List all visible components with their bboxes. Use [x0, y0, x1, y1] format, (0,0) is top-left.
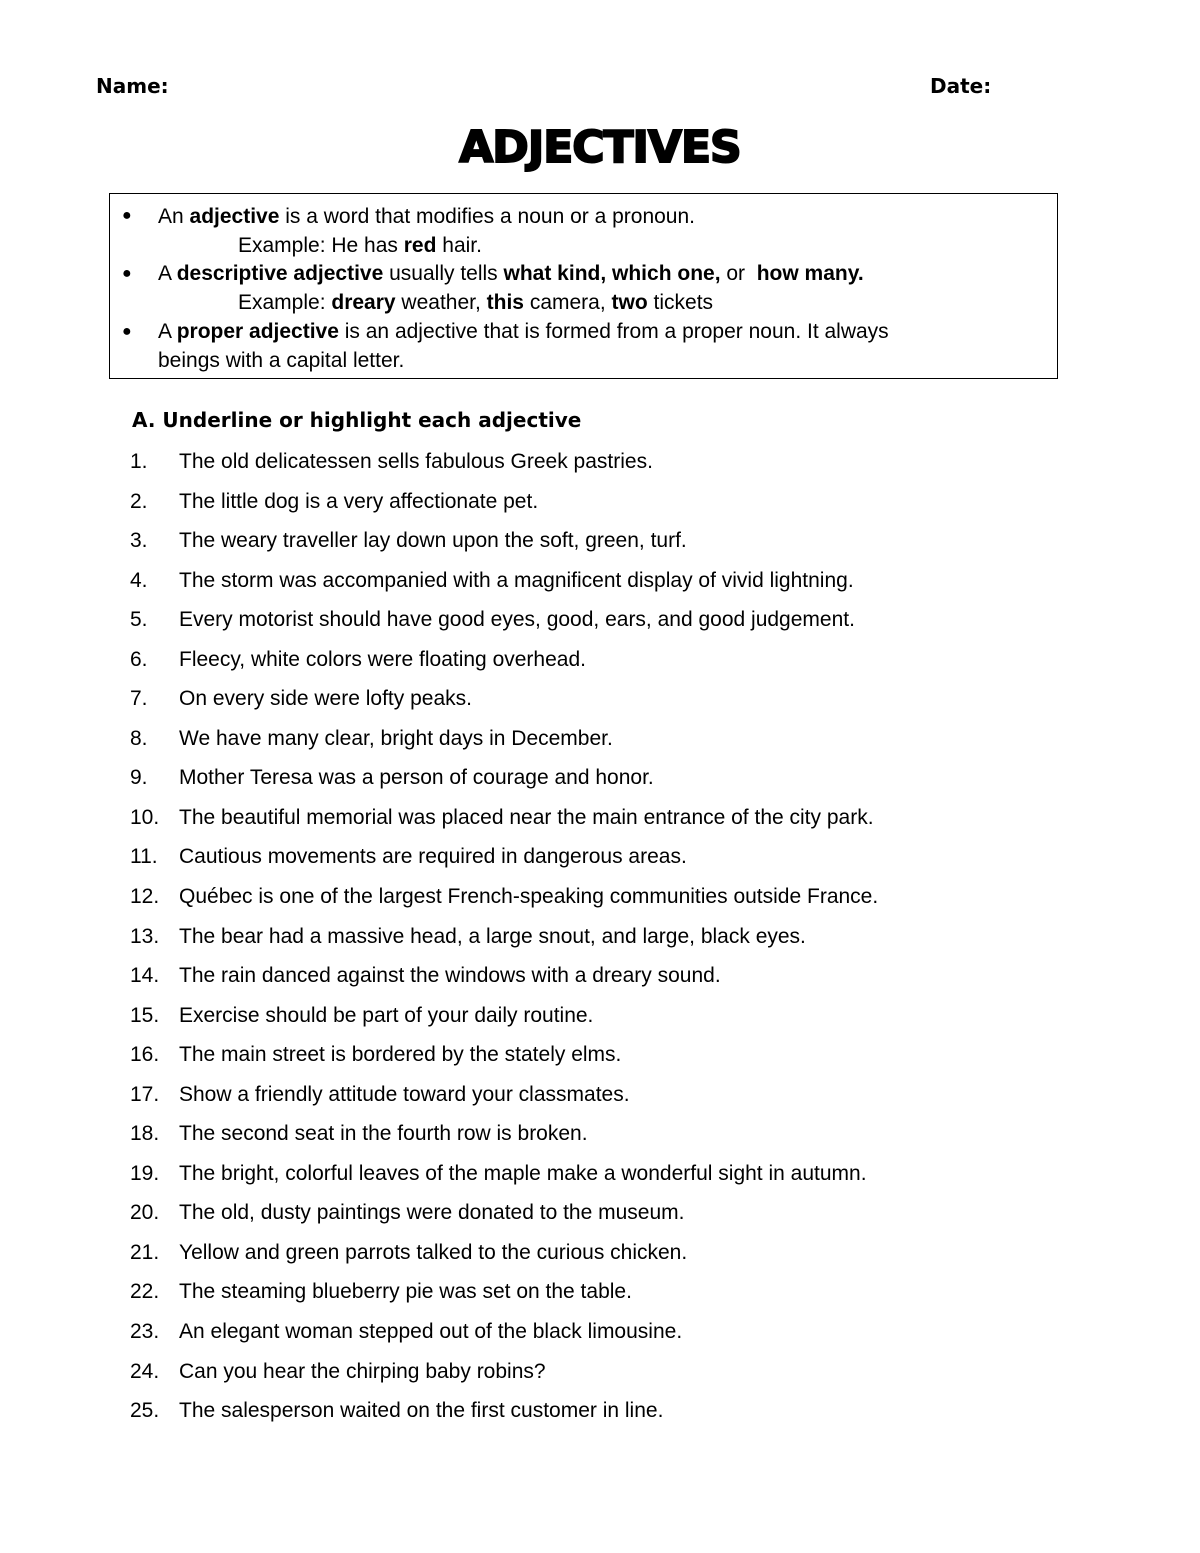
exercise-sentence: The second seat in the fourth row is broken. [179, 1122, 588, 1146]
exercise-sentence: Cautious movements are required in dangerous areas. [179, 845, 687, 869]
bullet-2-icon: ● [122, 265, 132, 282]
exercise-sentence: The old delicatessen sells fabulous Greek pastries. [179, 450, 653, 473]
exercise-number: 16. [130, 1043, 160, 1067]
exercise-item [130, 921, 1130, 961]
exercise-list [130, 446, 1130, 1435]
example-descriptive-adjective: Example: dreary weather, this camera, two tickets [238, 291, 714, 314]
exercise-sentence: The beautiful memorial was placed near the main entrance of the city park. [179, 805, 874, 829]
exercise-sentence: Yellow and green parrots talked to the curious chicken. [179, 1240, 688, 1264]
exercise-item [130, 565, 1130, 605]
example-adjective: Example: He has red hair. [238, 234, 482, 257]
exercise-number: 15. [130, 1003, 160, 1027]
exercise-item [130, 881, 1130, 921]
definition-descriptive-adjective: A descriptive adjective usually tells what kind, which one, or how many. [158, 262, 864, 285]
exercise-item [130, 1316, 1130, 1356]
exercise-item [130, 1276, 1130, 1316]
exercise-sentence: Can you hear the chirping baby robins? [179, 1359, 546, 1383]
exercise-item [130, 486, 1130, 526]
exercise-item [130, 446, 1130, 486]
exercise-number: 18. [130, 1122, 160, 1146]
exercise-number: 7. [130, 687, 148, 711]
exercise-sentence: The main street is bordered by the stately elms. [179, 1043, 622, 1067]
exercise-number: 14. [130, 964, 160, 988]
exercise-number: 21. [130, 1240, 160, 1264]
definition-adjective: An adjective is a word that modifies a noun or a pronoun. [158, 205, 696, 228]
exercise-number: 19. [130, 1161, 160, 1185]
exercise-sentence: Mother Teresa was a person of courage and honor. [179, 766, 654, 790]
exercise-number: 5. [130, 608, 148, 632]
exercise-sentence: The rain danced against the windows with a dreary sound. [179, 964, 721, 988]
exercise-sentence: We have many clear, bright days in December. [179, 726, 613, 750]
exercise-number: 23. [130, 1320, 160, 1344]
section-heading: A. Underline or highlight each adjective [132, 408, 582, 432]
exercise-item [130, 1118, 1130, 1158]
exercise-number: 17. [130, 1082, 160, 1106]
exercise-sentence: Show a friendly attitude toward your classmates. [179, 1082, 630, 1106]
exercise-sentence: The weary traveller lay down upon the soft, green, turf. [179, 529, 687, 553]
exercise-number: 10. [130, 805, 160, 829]
date-label: Date: [930, 74, 992, 98]
exercise-number: 22. [130, 1280, 160, 1304]
exercise-sentence: Fleecy, white colors were floating overhead. [179, 647, 586, 671]
name-label: Name: [96, 74, 169, 98]
exercise-item [130, 1356, 1130, 1396]
exercise-item [130, 683, 1130, 723]
exercise-number: 25. [130, 1399, 160, 1423]
exercise-number: 3. [130, 529, 148, 553]
exercise-item [130, 723, 1130, 763]
exercise-item [130, 1395, 1130, 1435]
exercise-item [130, 1039, 1130, 1079]
exercise-number: 9. [130, 766, 148, 790]
exercise-number: 13. [130, 924, 160, 948]
exercise-sentence: An elegant woman stepped out of the black limousine. [179, 1320, 683, 1344]
exercise-item [130, 802, 1130, 842]
exercise-number: 1. [130, 450, 148, 473]
definition-box [109, 193, 1058, 379]
exercise-number: 4. [130, 568, 148, 592]
exercise-item [130, 1197, 1130, 1237]
bullet-3-icon: ● [122, 323, 132, 340]
definition-proper-adjective: A proper adjective is an adjective that is formed from a proper noun. It always [158, 320, 889, 343]
exercise-item [130, 1158, 1130, 1198]
exercise-sentence: The old, dusty paintings were donated to the museum. [179, 1201, 685, 1225]
exercise-number: 20. [130, 1201, 160, 1225]
exercise-sentence: The little dog is a very affectionate pet. [179, 489, 539, 513]
exercise-number: 12. [130, 885, 160, 909]
exercise-number: 6. [130, 647, 148, 671]
bullet-1-icon: ● [122, 207, 132, 224]
exercise-item [130, 762, 1130, 802]
exercise-number: 8. [130, 726, 148, 750]
exercise-number: 2. [130, 489, 148, 513]
exercise-item [130, 1079, 1130, 1119]
exercise-sentence: The storm was accompanied with a magnificent display of vivid lightning. [179, 568, 854, 592]
worksheet-title: ADJECTIVES [459, 122, 741, 173]
exercise-item [130, 604, 1130, 644]
exercise-item [130, 644, 1130, 684]
exercise-number: 11. [130, 845, 158, 869]
exercise-sentence: Québec is one of the largest French-speaking communities outside France. [179, 885, 879, 909]
exercise-sentence: The bright, colorful leaves of the maple make a wonderful sight in autumn. [179, 1161, 867, 1185]
exercise-sentence: The bear had a massive head, a large snout, and large, black eyes. [179, 924, 806, 948]
exercise-item [130, 1000, 1130, 1040]
exercise-sentence: The salesperson waited on the first customer in line. [179, 1399, 664, 1423]
definition-proper-adjective-continued: beings with a capital letter. [158, 349, 405, 372]
exercise-sentence: On every side were lofty peaks. [179, 687, 472, 711]
exercise-number: 24. [130, 1359, 160, 1383]
exercise-item [130, 525, 1130, 565]
exercise-sentence: Exercise should be part of your daily routine. [179, 1003, 594, 1027]
exercise-sentence: The steaming blueberry pie was set on the table. [179, 1280, 632, 1304]
exercise-item [130, 960, 1130, 1000]
exercise-item [130, 841, 1130, 881]
exercise-sentence: Every motorist should have good eyes, good, ears, and good judgement. [179, 608, 855, 632]
exercise-item [130, 1237, 1130, 1277]
